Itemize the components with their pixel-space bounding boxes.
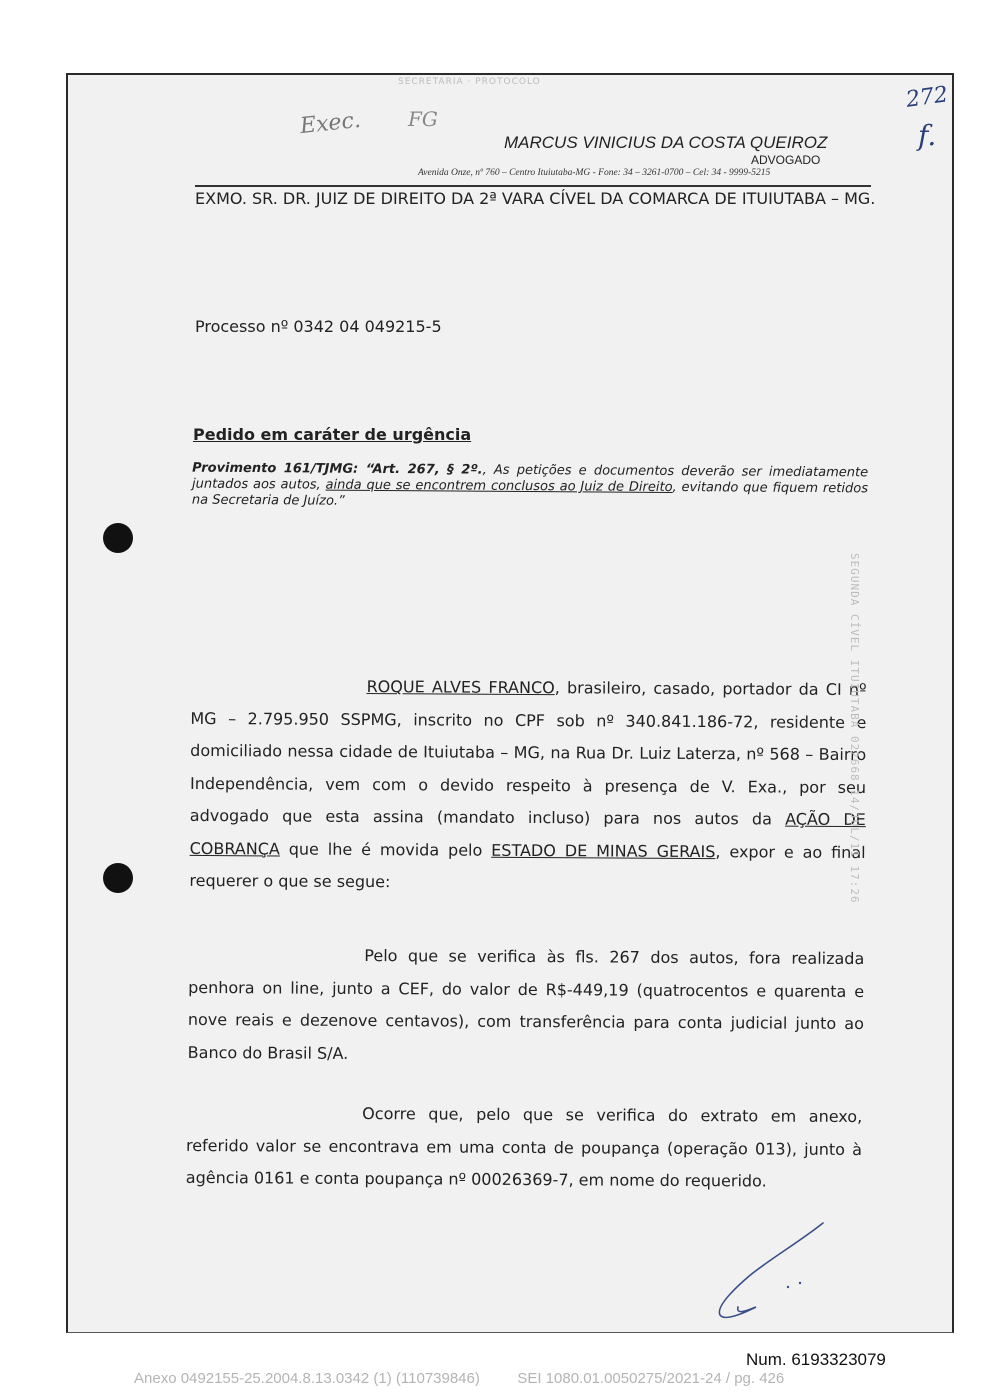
handwritten-fg-note: FG [408,107,438,131]
provision-text-2: , evitando que fiquem retidos na Secretaria de Juízo.” [191,479,869,509]
signature [708,1215,838,1325]
document-page [66,73,954,1333]
intro-text-3: , expor e ao final requerer o que se segue: [189,841,866,892]
urgent-request-title: Pedido em caráter de urgência [193,425,472,444]
paragraph-poupanca [186,1097,863,1199]
penhora-text: Pelo que se verifica às fls. 267 dos autos, fora realizada penhora on line, junto a CEF, do valor de R$-449,19 (quatrocentos e quarenta e nove reais e dezenove centavos), com transferência para conta judicial junto ao Banco do Brasil S/A. [187,946,865,1063]
addressee: EXMO. SR. DR. JUIZ DE DIREITO DA 2ª VARA CÍVEL DA COMARCA DE ITUIUTABA – MG. [195,189,876,208]
footer-reference: Anexo 0492155-25.2004.8.13.0342 (1) (110739846) SEI 1080.01.0050275/2021-24 / pg. 426 [134,1370,785,1387]
provision-lead: Provimento 161/TJMG: “Art. 267, § 2º. [192,460,483,478]
letterhead-name: MARCUS VINICIUS DA COSTA QUEIROZ [504,133,828,152]
punch-hole-top [103,523,133,553]
provision-underlined: ainda que se encontrem conclusos ao Juiz de Direito [325,477,673,495]
poupanca-text: Ocorre que, pelo que se verifica do extrato em anexo, referido valor se encontrava em uma conta de poupança (operação 013), junto à agência 0161 e conta poupança nº 00026369-7, em nome do requerido. [185,1104,863,1191]
letterhead-divider [195,185,871,187]
handwritten-page-number: 272 [904,82,950,113]
court-protocol-stamp: SEGUNDA CÍVEL ITUIUTABA 022668 14/JUL/11 17:26 [848,553,861,904]
paragraph-intro [189,670,866,902]
intro-text-2: que lhe é movida pelo [279,838,492,860]
letterhead-address: Avenida Onze, nº 760 – Centro Ituiutaba-MG - Fone: 34 – 3261-0700 – Cel: 34 - 9999-5215 [418,168,771,178]
plaintiff-name: ROQUE ALVES FRANCO [366,677,555,698]
paragraph-penhora [188,939,865,1073]
action-name: AÇÃO DE COBRANÇA [189,809,866,858]
punch-hole-bottom [103,863,133,893]
faint-stamp-text: SECRETARIA · PROTOCOLO [398,77,541,87]
handwritten-exec-note: Exec. [298,107,362,140]
letterhead-role: ADVOGADO [751,153,821,167]
footer-document-number: Num. 6193323079 [746,1350,886,1369]
process-number: Processo nº 0342 04 049215-5 [195,317,442,336]
intro-text-1: , brasileiro, casado, portador da CI nº MG – 2.795.950 SSPMG, inscrito no CPF sob nº 340.841.186-72, residente e domiciliado nessa cidade de Ituiutaba – MG, na Rua Dr. Luiz Laterza, nº 568 – Bairro Independência, vem com o devido respeito à presença de V. Exa., por seu advogado que esta assina (mandato incluso) para nos autos da [189,678,867,829]
provision-quote [192,461,868,514]
handwritten-initial: f. [918,119,937,152]
provision-text-1: , As petições e documentos deverão ser imediatamente juntados aos autos, [191,462,869,493]
opposing-party: ESTADO DE MINAS GERAIS [491,840,716,861]
